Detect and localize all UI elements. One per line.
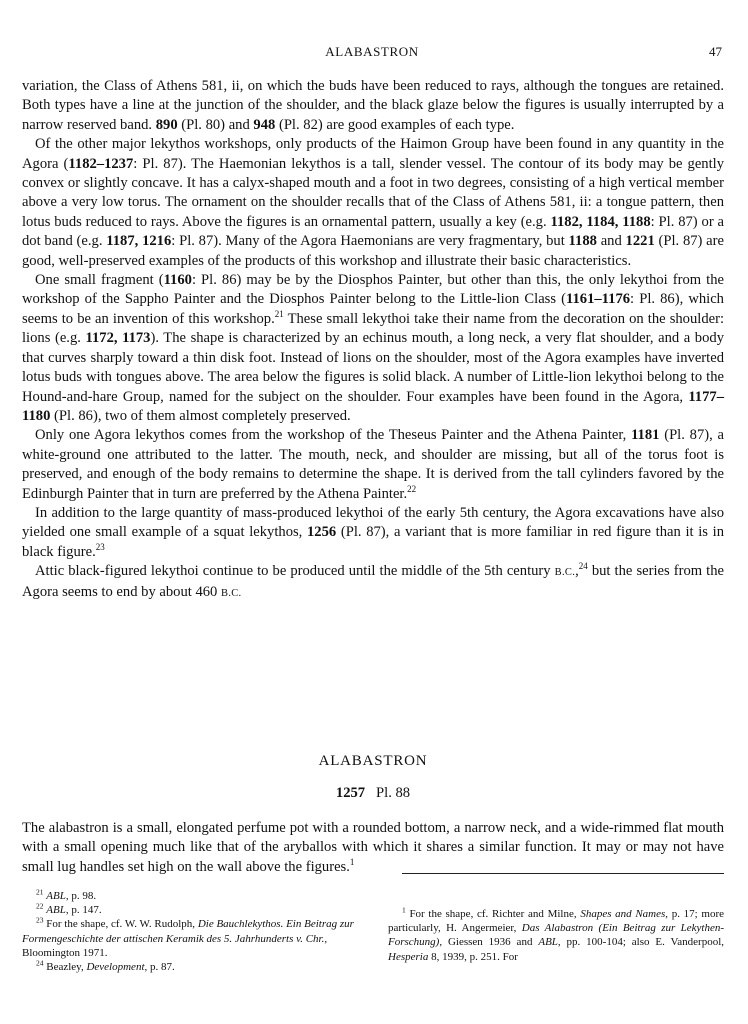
- text-run: , p. 147.: [65, 904, 102, 917]
- catalog-reference: 1182–1237: [68, 155, 134, 172]
- text-run: : Pl. 86) may be by the Diosphos Painter, but other than this, the only lekythoi from the workshop of the Sappho Painter and the Diosphos Painter belong to the Little-lion Class (: [22, 272, 724, 308]
- footnote-number: 1: [402, 905, 406, 915]
- footnote-21: [22, 889, 372, 903]
- text-run: but the series from the Agora seems to end by about 460: [22, 563, 724, 600]
- text-run: Of the other major lekythos workshops, only products of the Haimon Group have been found in any quantity in the Agora (: [22, 136, 724, 172]
- text-run: Attic black-figured lekythoi continue to be produced until the middle of the 5th century: [35, 563, 555, 580]
- text-run: , Bloomington 1971.: [22, 932, 328, 959]
- footnote-marker[interactable]: 21: [274, 309, 284, 320]
- text-run: Only one Agora lekythos comes from the workshop of the Theseus Painter and the Athena Painter,: [35, 427, 632, 444]
- footnote-number: 23: [36, 915, 44, 925]
- section-paragraph: [22, 819, 724, 877]
- text-run: , Giessen 1936 and: [439, 936, 539, 949]
- paragraph-1: [22, 77, 724, 135]
- footnote-24: [22, 960, 372, 974]
- era-abbreviation: B.C.: [221, 587, 242, 599]
- catalog-reference: 1160: [163, 272, 192, 289]
- citation-title: ABL: [46, 904, 66, 917]
- plate-reference: Pl. 88: [376, 785, 411, 801]
- citation-title: Das Alabastron (Ein Beitrag zur Lekythen-Forschung): [388, 922, 724, 949]
- text-run: For the shape, cf. Richter and Milne,: [409, 908, 581, 920]
- footnote-23: [22, 917, 372, 960]
- text-run: : Pl. 87). The Haemonian lekythos is a tall, slender vessel. The contour of its body may be gently convex or slightly concave. It has a calyx-shaped mouth and a foot in two degrees, consisting of a high vertical member above a very low torus. The ornament on the shoulder recalls that of the Class of Athens 581, ii: a tongue pattern, then lotus buds reduced to rays. Above the figures is an ornamental pattern, usually a key (e.g.: [22, 155, 725, 230]
- section-text: [22, 819, 724, 877]
- text-run: These small lekythoi take their name from the decoration on the shoulder: lions (e.g.: [22, 310, 725, 347]
- section-heading: ALABASTRON: [318, 753, 428, 769]
- text-run: : Pl. 87). Many of the Agora Haemonians are very fragmentary, but: [171, 233, 569, 250]
- catalog-reference: 1188: [568, 233, 597, 250]
- catalog-reference: 1187, 1216: [106, 233, 172, 250]
- paragraph-6: [22, 562, 724, 603]
- running-header: [22, 44, 722, 64]
- paragraph-5: [22, 504, 724, 562]
- footnote-marker[interactable]: 1: [349, 856, 355, 867]
- era-abbreviation: B.C.: [554, 567, 576, 579]
- text-run: : Pl. 86), which seems to be an invention of this workshop.: [22, 291, 724, 327]
- text-run: Beazley,: [46, 961, 87, 974]
- catalog-reference: 1161–1176: [565, 291, 631, 308]
- catalog-reference: 1182, 1184, 1188: [550, 213, 651, 230]
- text-run: variation, the Class of Athens 581, ii, on which the buds have been reduced to rays, although the tongues are retained. Both types have a line at the junction of the shoulder, and the black glaze below the figures is usually interrupted by a narrow reserved band.: [22, 78, 724, 133]
- footnote-22: [22, 903, 372, 917]
- catalog-reference: 890: [155, 116, 178, 133]
- text-run: ,: [575, 563, 579, 580]
- text-run: One small fragment (: [35, 272, 164, 289]
- body-text: [22, 77, 724, 603]
- text-run: ). The shape is characterized by an echinus mouth, a long neck, a very flat shoulder, and a body that curves sharply toward a thin disk foot. Instead of lions on the shoulder, most of the Agora examples have inverted lotus buds with tongues above. The area below the figures is solid black. A number of Little-lion lekythoi belong to the Hound-and-hare Group, named for the subject on the shoulder. Four examples have been found in the Agora,: [22, 330, 724, 405]
- text-run: (Pl. 82) are good examples of each type.: [275, 116, 515, 133]
- citation-title: Hesperia: [388, 950, 429, 963]
- footnotes-left-column: [22, 889, 372, 974]
- paragraph-3: [22, 271, 724, 426]
- catalog-reference: 1221: [625, 233, 655, 250]
- footnote-divider: [402, 873, 724, 874]
- catalog-reference: 1177–1180: [22, 388, 724, 424]
- text-run: (Pl. 86), two of them almost completely preserved.: [50, 407, 351, 424]
- text-run: and: [596, 233, 626, 250]
- citation-title: Die Bauchlekythos. Ein Beitrag zur Formengeschichte der attischen Keramik des 5. Jahrhunderts v. Chr.: [22, 918, 354, 945]
- text-run: , p. 98.: [65, 890, 97, 902]
- text-run: 8, 1939, p. 251. For: [428, 950, 518, 963]
- catalog-reference: 1172, 1173: [85, 330, 151, 347]
- text-run: , p. 87.: [144, 961, 175, 974]
- footnote-number: 24: [36, 958, 44, 968]
- text-run: : Pl. 87) or a dot band (e.g.: [22, 213, 725, 250]
- text-run: (Pl. 87), a white-ground one attributed to the latter. The mouth, neck, and shoulder are missing, but all of the torus foot is preserved, and enough of the body remains to determine the shape. It is derived from the tall cylinders favored by the Edinburgh Painter that in turn are preferred by the Athena Painter.: [22, 427, 724, 502]
- text-run: In addition to the large quantity of mass-produced lekythoi of the early 5th century, the Agora excavations have also yielded one small example of a squat lekythos,: [22, 504, 724, 541]
- footnote-number: 21: [36, 887, 44, 897]
- footnote-number: 22: [36, 901, 44, 911]
- text-run: The alabastron is a small, elongated perfume pot with a rounded bottom, a narrow neck, and a wide-rimmed flat mouth with a small opening much like that of the aryballos with which it shares a similar function. It may or may not have small lug handles set high on the wall above the figures.: [22, 820, 724, 875]
- running-title: ALABASTRON: [325, 44, 419, 59]
- text-run: , p. 17; more particularly, H. Angermeier,: [388, 908, 724, 935]
- paragraph-4: [22, 426, 724, 504]
- catalog-number: 1257: [335, 785, 366, 801]
- citation-title: ABL: [538, 936, 558, 949]
- text-run: (Pl. 87), a variant that is more familiar in red figure than it is in black figure.: [22, 524, 724, 560]
- citation-title: ABL: [46, 890, 66, 902]
- footnote-marker[interactable]: 24: [578, 561, 588, 572]
- footnote-marker[interactable]: 22: [407, 483, 417, 494]
- catalog-reference: 948: [253, 116, 276, 133]
- text-run: For the shape, cf. W. W. Rudolph,: [46, 918, 198, 931]
- catalog-reference: 1181: [631, 427, 660, 444]
- footnote-1: [388, 907, 724, 964]
- text-run: , pp. 100-104; also E. Vanderpool,: [557, 936, 725, 949]
- catalog-entry-line: [22, 785, 724, 802]
- page-number: 47: [709, 44, 722, 59]
- citation-title: Development: [86, 961, 145, 974]
- paragraph-2: [22, 135, 724, 271]
- footnote-marker[interactable]: 23: [95, 541, 105, 552]
- text-run: (Pl. 80) and: [177, 116, 254, 133]
- text-run: (Pl. 87) are good, well-preserved examples of the products of this workshop and illustrate their basic characteristics.: [22, 233, 724, 269]
- citation-title: Shapes and Names: [580, 908, 666, 920]
- footnotes-right-column: [388, 907, 724, 964]
- catalog-reference: 1256: [307, 524, 337, 541]
